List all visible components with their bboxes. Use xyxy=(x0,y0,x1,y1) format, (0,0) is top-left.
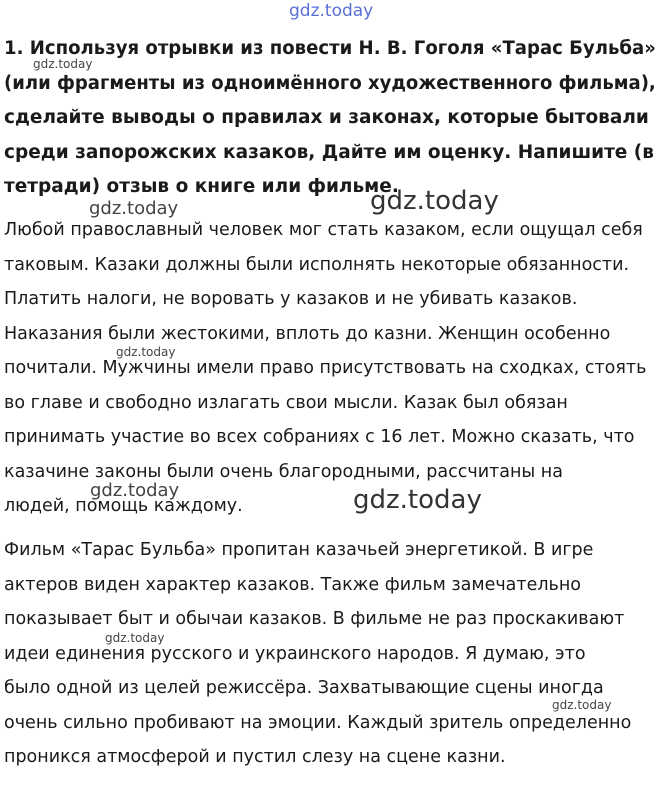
answer-line: принимать участие во всех собраниях с 16 лет. Можно сказать, что xyxy=(4,427,635,447)
watermark: gdz.today xyxy=(89,198,179,219)
task-line: (или фрагменты из одноимённого художественного фильма), xyxy=(4,72,656,94)
watermark: gdz.today xyxy=(105,631,165,645)
task-line: 1. Используя отрывки из повести Н. В. Гоголя «Тарас Бульба» xyxy=(4,38,656,59)
answer-line: очень сильно пробивают на эмоции. Каждый зритель определенно xyxy=(4,712,632,733)
task-line: тетради) отзыв о книге или фильме. xyxy=(4,176,399,197)
answer-line: Платить налоги, не воровать у казаков и не убивать казаков. xyxy=(4,289,578,309)
watermark: gdz.today xyxy=(353,485,482,515)
answer-paragraph-1 xyxy=(4,213,646,524)
watermark: gdz.today xyxy=(116,345,176,359)
answer-line: таковым. Казаки должны были исполнять некоторые обязанности. xyxy=(4,254,630,275)
watermark: gdz.today xyxy=(370,186,499,216)
answer-line: показывает быт и обычаи казаков. В фильме не раз проскакивают xyxy=(4,609,625,629)
answer-line: почитали. Мужчины имели право присутствовать на сходках, стоять xyxy=(4,358,647,378)
watermark: gdz.today xyxy=(90,480,180,501)
answer-line: людей, помощь каждому. xyxy=(4,496,243,516)
task-text xyxy=(4,34,654,207)
answer-line: Фильм «Тарас Бульба» пропитан казачьей энергетикой. В игре xyxy=(4,540,594,560)
answer-line: Наказания были жестокими, вплоть до казни. Женщин особенно xyxy=(4,323,611,344)
watermark-top: gdz.today xyxy=(289,1,374,21)
answer-line: во главе и свободно излагать свои мысли. Казак был обязан xyxy=(4,392,568,413)
answer-line: актеров виден характер казаков. Также фильм замечательно xyxy=(4,574,582,595)
answer-paragraph-2 xyxy=(4,533,631,775)
answer-line: Любой православный человек мог стать казаком, если ощущал себя xyxy=(4,220,643,240)
watermark: gdz.today xyxy=(33,57,93,71)
watermark: gdz.today xyxy=(552,698,612,712)
task-line: сделайте выводы о правилах и законах, которые бытовали xyxy=(4,107,649,128)
answer-line: проникся атмосферой и пустил слезу на сцене казни. xyxy=(4,747,506,767)
answer-line: казачине законы были очень благородными, рассчитаны на xyxy=(4,461,563,482)
task-line: среди запорожских казаков, Дайте им оценку. Напишите (в xyxy=(4,141,654,163)
answer-line: было одной из целей режиссёра. Захватывающие сцены иногда xyxy=(4,678,604,698)
answer-line: идеи единения русского и украинского народов. Я думаю, это xyxy=(4,643,586,664)
